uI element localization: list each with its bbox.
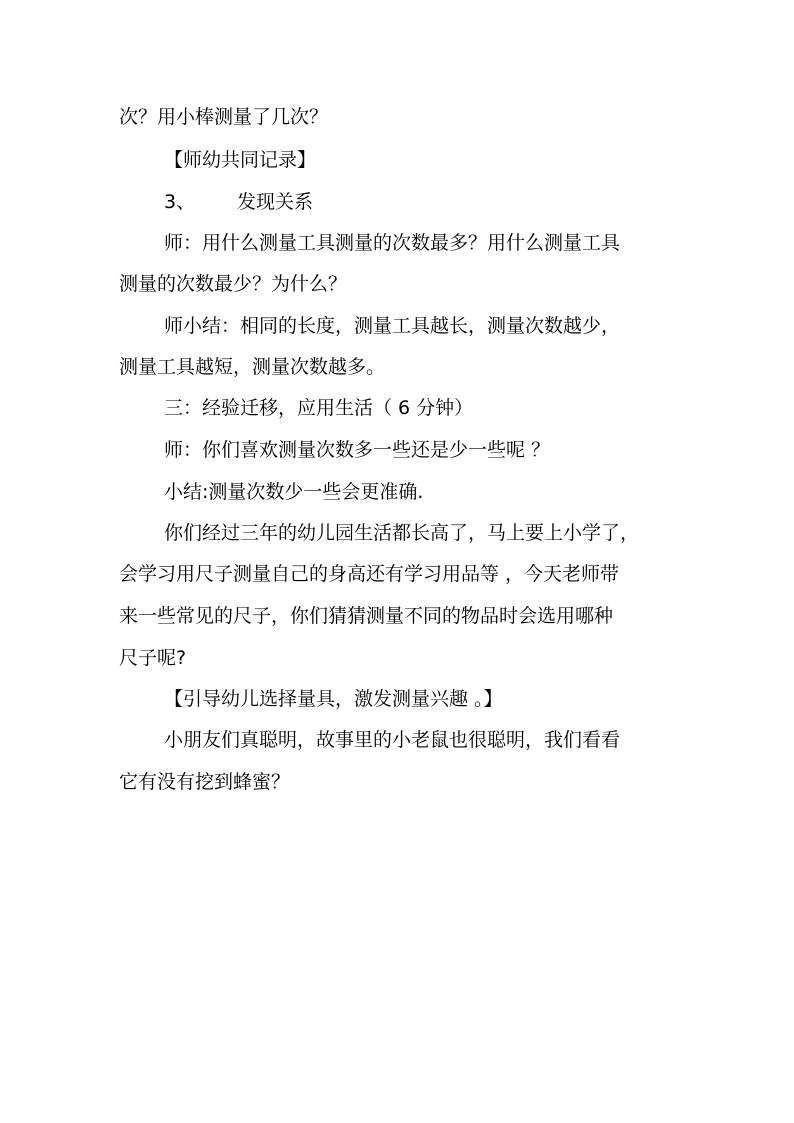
section-heading bbox=[164, 190, 313, 214]
paragraph-line: 三：经验迁移，应用生活（ 6 分钟） bbox=[164, 397, 474, 419]
paragraph-line: 测量的次数最少？为什么？ bbox=[119, 273, 348, 295]
paragraph-line: 来一些常见的尺子，你们猜猜测量不同的物品时会选用哪种 bbox=[119, 605, 614, 627]
paragraph-line: 师：你们喜欢测量次数多一些还是少一些呢 ？ bbox=[164, 439, 551, 461]
paragraph-line: 师小结：相同的长度，测量工具越长，测量次数越少， bbox=[164, 315, 621, 337]
paragraph-line: 次？用小棒测量了几次？ bbox=[119, 106, 329, 128]
section-title: 发现关系 bbox=[237, 191, 314, 213]
section-number: 3、 bbox=[164, 191, 196, 213]
paragraph-line: 它有没有挖到蜂蜜？ bbox=[119, 771, 291, 793]
paragraph-line: 小结:测量次数少一些会更准确. bbox=[164, 481, 424, 503]
paragraph-line: 师：用什么测量工具测量的次数最多？用什么测量工具 bbox=[164, 232, 621, 254]
paragraph-line: 你们经过三年的幼儿园生活都长高了，马上要上小学了， bbox=[164, 522, 640, 544]
paragraph-line: 会学习用尺子测量自己的身高还有学习用品等 ，今天老师带 bbox=[119, 563, 620, 585]
paragraph-line: 尺子呢? bbox=[119, 647, 187, 669]
paragraph-line: 小朋友们真聪明，故事里的小老鼠也很聪明，我们看看 bbox=[164, 729, 621, 751]
paragraph-line: 【师幼共同记录】 bbox=[164, 149, 317, 171]
paragraph-line: 测量工具越短，测量次数越多。 bbox=[119, 356, 386, 378]
paragraph-line: 【引导幼儿选择量具，激发测量兴趣 。】 bbox=[164, 688, 503, 710]
